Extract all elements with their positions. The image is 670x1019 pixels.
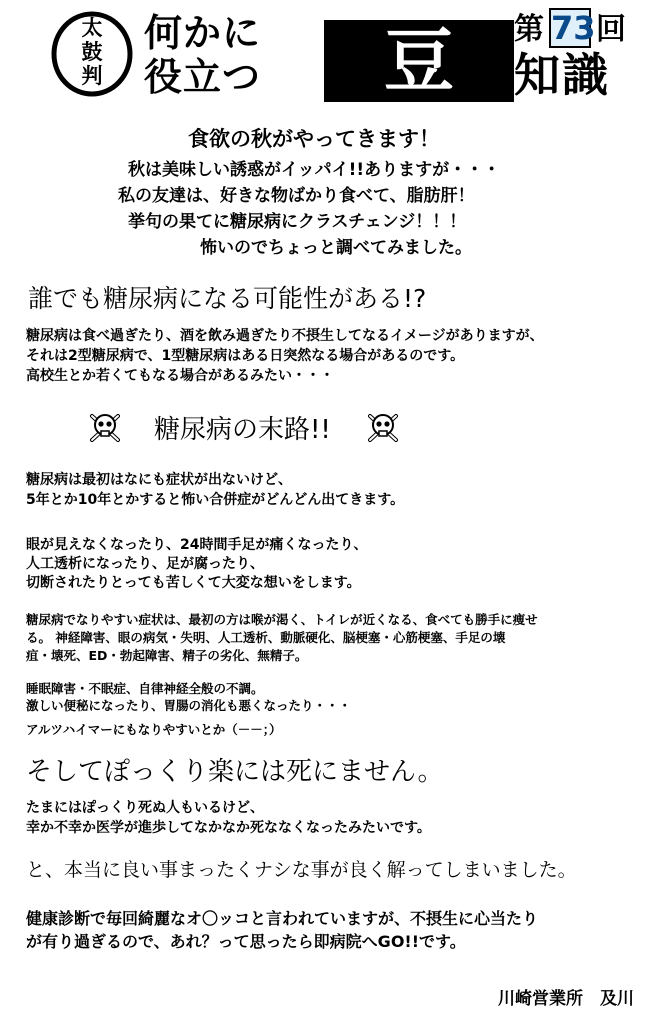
section2-heading: 糖尿病の末路!! [154, 415, 331, 445]
header-banner [44, 4, 634, 104]
intro-line-3: 挙句の果てに糖尿病にクラスチェンジ！！！ [128, 212, 467, 232]
section1-line-2: それは2型糖尿病で、1型糖尿病はある日突然なる場合があるのです。 [26, 348, 465, 364]
closing-line-1: 健康診断で毎回綺麗なオ〇ッコと言われていますが、不摂生に心当たり [26, 909, 539, 928]
intro-line-1: 秋は美味しい誘惑がイッパイ!!ありますが・・・ [128, 160, 501, 180]
signature: 川崎営業所 及川 [498, 989, 634, 1009]
section2-para1-line-1: 糖尿病は最初はなにも症状が出ないけど、 [26, 472, 292, 488]
chishiki-label: 知識 [514, 48, 610, 102]
intro-title: 食欲の秋がやってきます！ [188, 127, 440, 151]
dai-label: 第 [514, 12, 544, 47]
section1-line-3: 高校生とか若くてもなる場合があるみたい・・・ [26, 368, 334, 384]
section2-para5: アルツハイマーにもなりやすいとか（－－；） [26, 722, 282, 737]
title-line1: 何かに [144, 11, 262, 55]
closing-line-2: が有り過ぎるので、あれ？って思ったら即病院へGO!!です。 [26, 932, 466, 951]
intro-line-4: 怖いのでちょっと調べてみました。 [200, 238, 472, 258]
section3-heading: そしてぽっくり楽には死にません。 [26, 757, 444, 787]
section2-para4-line-1: 睡眠障害・不眠症、自律神経全般の不調。 [26, 681, 264, 696]
section2-para3-line-1: 糖尿病でなりやすい症状は、最初の方は喉が渇く、トイレが近くなる、食べても勝手に痩せ [26, 612, 538, 627]
section3-line-2: 幸か不幸か医学が進歩してなかなか死ななくなったみたいです。 [26, 820, 431, 836]
title-line2: 役立つ [144, 55, 262, 99]
section2-para3-line-3: 疽・壊死、ED・勃起障害、精子の劣化、無精子。 [26, 648, 308, 663]
mame-box [324, 20, 514, 102]
kai-label: 回 [596, 12, 626, 47]
skull-crossbones-icon [88, 410, 122, 444]
intro-line-2: 私の友達は、好きな物ばかり食べて、脂肪肝！ [118, 186, 475, 206]
section2-para2-line-1: 眼が見えなくなったり、24時間手足が痛くなったり、 [26, 537, 368, 553]
section2-para3-line-2: る。 神経障害、眼の病気・失明、人工透析、動脈硬化、脳梗塞・心筋梗塞、手足の壊 [26, 630, 506, 645]
mame-character: 豆 [384, 20, 454, 102]
section3-line-1: たまにはぽっくり死ぬ人もいるけど、 [26, 800, 264, 816]
stamp-label: 太鼓判 [81, 16, 103, 88]
issue-number: 73 [551, 9, 596, 47]
conclusion: と、本当に良い事まったくナシな事が良く解ってしまいました。 [26, 859, 577, 881]
section1-line-1: 糖尿病は食べ過ぎたり、酒を飲み過ぎたり不摂生してなるイメージがありますが、 [26, 328, 544, 344]
section2-para4-line-2: 激しい便秘になったり、胃腸の消化も悪くなったり・・・ [26, 698, 352, 713]
section1-heading: 誰でも糖尿病になる可能性がある!? [28, 284, 427, 313]
skull-crossbones-icon [366, 410, 400, 444]
section2-para2-line-3: 切断されたりとっても苦しくて大変な想いをします。 [26, 575, 361, 591]
section2-para1-line-2: 5年とか10年とかすると怖い合併症がどんどん出てきます。 [26, 492, 405, 508]
section2-para2-line-2: 人工透析になったり、足が腐ったり、 [26, 556, 264, 572]
